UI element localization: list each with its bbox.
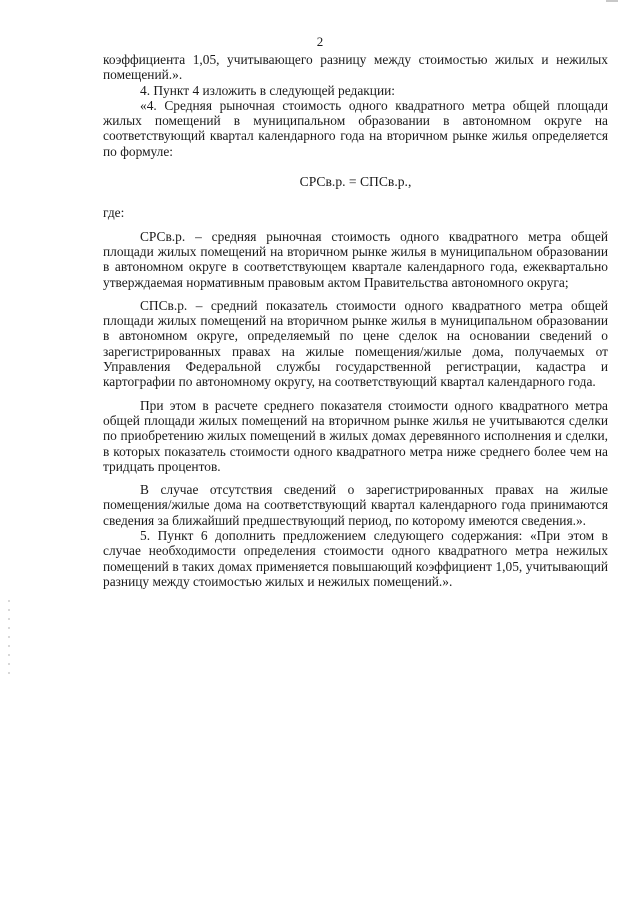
- paragraph-where: где:: [103, 205, 125, 221]
- paragraph-item-5: 5. Пункт 6 дополнить предложением следующего содержания: «При этом в случае необходимости определения стоимости одного квадратного метра нежилых помещений в таких домах применяется повышающий коэффициент 1,05, учитывающий разницу между стоимостью жилых и нежилых помещений.».: [103, 528, 608, 589]
- paragraph-exclusions: При этом в расчете среднего показателя стоимости одного квадратного метра общей площади жилых помещений на вторичном рынке жилья не учитываются сделки по приобретению жилых помещений в жилых домах деревянного исполнения и сделки, в которых показатель стоимости одного квадратного метра ниже среднего более чем на тридцать процентов.: [103, 397, 608, 474]
- scan-margin-marks: [8, 600, 10, 680]
- paragraph-definition-srs: СРСв.р. – средняя рыночная стоимость одного квадратного метра общей площади жилых помещений на вторичном рынке жилья в муниципальном образовании в автономном округе в соответствующем квартале календарного года, ежеквартально утверждаемая нормативным правовым актом Правительства автономного округа;: [103, 228, 608, 290]
- scan-artifact-mark: [606, 0, 618, 2]
- paragraph-definition-sps: СПСв.р. – средний показатель стоимости одного квадратного метра общей площади жилых помещений на вторичном рынке жилья в муниципальном образовании в автономном округе, определяемый по цене сделок на основании сведений о зарегистрированных правах на жилые помещения/жилые дома, получаемых от Управления Федеральной службы государственной регистрации, кадастра и картографии по автономному округу, на соответствующий квартал календарного года.: [103, 297, 608, 390]
- page-number: 2: [316, 34, 324, 49]
- paragraph-missing-data: В случае отсутствия сведений о зарегистрированных правах на жилые помещения/жилые дома на соответствующий квартал календарного года принимаются сведения за ближайший предшествующий период, по которому имеются сведения.».: [103, 482, 608, 528]
- document-body: [103, 52, 608, 589]
- formula: СРСв.р. = СПСв.р.,: [299, 174, 412, 190]
- paragraph-item-4-heading: 4. Пункт 4 изложить в следующей редакции:: [140, 82, 396, 98]
- paragraph-continuation: коэффициента 1,05, учитывающего разницу между стоимостью жилых и нежилых помещений.».: [103, 52, 608, 83]
- paragraph-item-4-text: «4. Средняя рыночная стоимость одного квадратного метра общей площади жилых помещений в муниципальном образовании в автономном округе на соответствующий квартал календарного года на вторичном рынке жилья определяется по формуле:: [103, 97, 608, 159]
